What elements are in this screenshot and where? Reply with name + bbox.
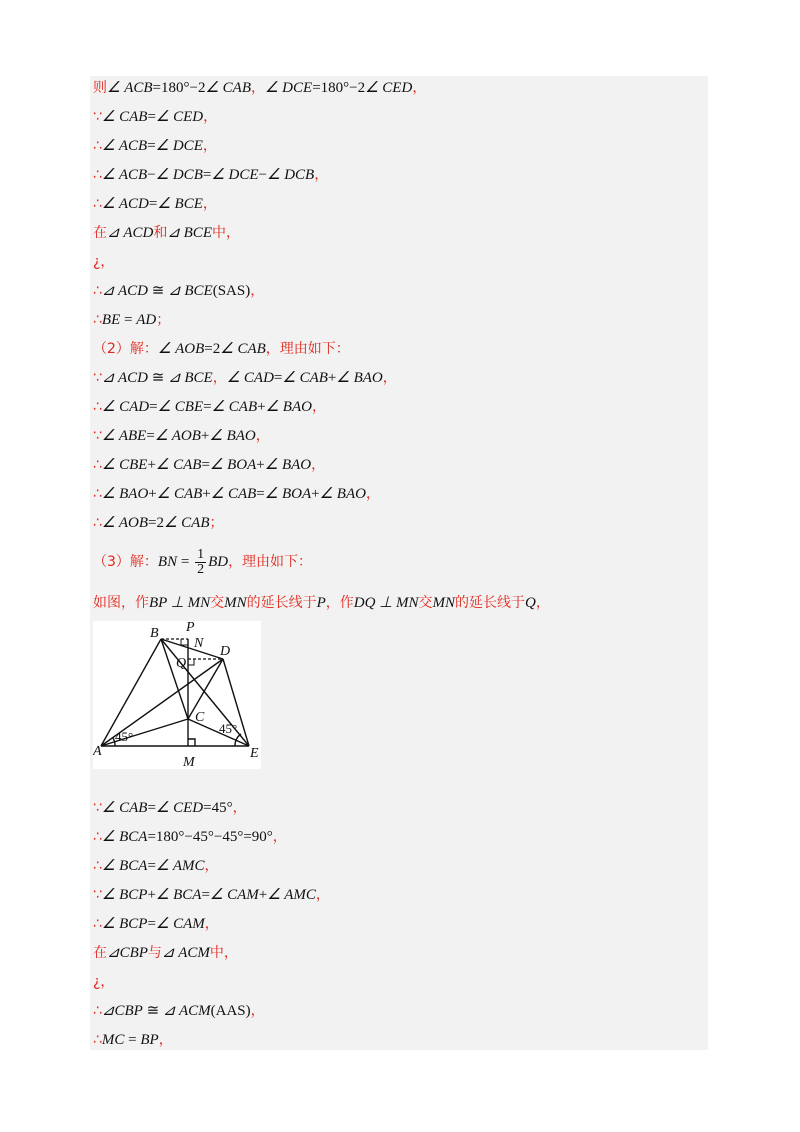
text: ∵	[93, 370, 102, 386]
math: =	[202, 167, 212, 183]
proof-line	[93, 970, 114, 994]
math: BE	[101, 312, 121, 328]
text: ，作	[325, 595, 354, 611]
segment-BD	[161, 639, 223, 659]
math: AD	[136, 312, 157, 328]
math: ∠ DCB	[155, 167, 203, 183]
math: ∠ DCE	[155, 138, 203, 154]
proof-line	[93, 542, 312, 582]
text: 在	[93, 225, 107, 241]
math: ∠ ACB	[101, 167, 148, 183]
math: =180°−45°−45°=90°	[147, 829, 273, 845]
math: ∠ BAO	[101, 486, 149, 502]
math: MN	[224, 595, 247, 611]
label-D: D	[220, 644, 231, 659]
math: ∠ ACB	[101, 138, 148, 154]
right-angle-P	[181, 639, 188, 645]
text: ，	[535, 595, 550, 611]
proof-line	[93, 105, 217, 129]
text: ，	[250, 1003, 265, 1019]
fraction-denominator: 2	[197, 562, 205, 578]
math: =	[147, 858, 156, 874]
math: +	[256, 457, 265, 473]
math: ∠ DCE	[211, 167, 259, 183]
text: ∴	[93, 916, 102, 932]
math: ∠ ACB	[107, 80, 153, 96]
math: ≅	[142, 1003, 163, 1019]
math: ∠ CAB	[220, 341, 266, 357]
text: ，	[311, 457, 326, 473]
math: (SAS)	[212, 283, 251, 299]
math: ≅	[147, 283, 169, 299]
label-P: P	[186, 621, 195, 635]
math: ∠ BAO	[264, 457, 312, 473]
math: ⊿ BCE	[167, 225, 212, 241]
proof-line	[93, 854, 219, 878]
text: ，	[203, 109, 218, 125]
math: ∠ ABE	[101, 428, 147, 444]
math: =	[147, 138, 156, 154]
text: ¿，	[93, 974, 115, 990]
math: ∠ CAB	[205, 80, 251, 96]
text: ∵	[93, 109, 102, 125]
math: MN	[432, 595, 456, 611]
text: ∴	[93, 138, 102, 154]
math: ∠ BAO	[336, 370, 383, 386]
geometry-diagram	[93, 621, 261, 769]
math: ⊿ ACD	[107, 225, 154, 241]
text: （2）解：	[93, 341, 158, 357]
proof-line	[93, 424, 270, 448]
label-C: C	[195, 710, 205, 725]
geometry-figure	[93, 621, 261, 769]
math: =	[146, 428, 155, 444]
text: ，	[311, 399, 326, 415]
math: ∠ DCB	[267, 167, 315, 183]
math: ∠ CAB	[156, 486, 203, 502]
math: ∠ BOA	[264, 486, 312, 502]
math: BP	[140, 1032, 159, 1048]
math: +	[257, 399, 266, 415]
text: 的延长线于	[246, 595, 317, 611]
label-E: E	[250, 746, 259, 761]
proof-line	[93, 76, 426, 100]
math: ⊿ BCE	[168, 370, 213, 386]
math: =	[203, 399, 212, 415]
label-angle-45-left: 45°	[115, 729, 134, 744]
math: +	[147, 887, 156, 903]
math: ∠ BOA	[209, 457, 257, 473]
text: ¿，	[93, 254, 115, 270]
math: =	[124, 1032, 141, 1048]
proof-line	[93, 941, 238, 965]
proof-line	[93, 279, 264, 303]
text: ∴	[93, 858, 102, 874]
math: +	[258, 887, 268, 903]
math: +	[148, 486, 157, 502]
math: ∠ CAB	[282, 370, 328, 386]
text: 中，	[209, 945, 238, 961]
math: =2	[148, 515, 164, 531]
math: ∠ CBE	[101, 457, 148, 473]
math: ∠ BCA	[101, 829, 148, 845]
math: =	[149, 399, 158, 415]
text: ∴	[93, 196, 102, 212]
proof-line	[93, 1028, 173, 1052]
text: ∴	[93, 167, 102, 183]
text: ，理由如下：	[228, 554, 313, 570]
math: ∠ AMC	[267, 887, 316, 903]
text: 交	[418, 595, 433, 611]
segment-BC	[161, 639, 188, 719]
math: ∠ CAB	[155, 457, 202, 473]
math: =	[256, 486, 265, 502]
proof-line	[93, 591, 550, 615]
proof-line	[93, 366, 397, 390]
text: ∴	[93, 829, 102, 845]
label-B: B	[150, 626, 159, 641]
math: =	[147, 800, 156, 816]
label-Q: Q	[176, 656, 187, 671]
proof-line	[93, 825, 287, 849]
text: （3）解：	[93, 554, 158, 570]
math: ∠ CAM	[209, 887, 259, 903]
text: ，	[204, 916, 219, 932]
math: +	[202, 486, 211, 502]
math: DQ ⊥ MN	[353, 595, 419, 611]
math: ∠ CAB	[163, 515, 210, 531]
math: ∠ CAB	[101, 800, 148, 816]
text: ∵	[93, 428, 102, 444]
text: ∴	[93, 283, 102, 299]
proof-line	[93, 134, 217, 158]
math: −	[258, 167, 267, 183]
proof-line	[93, 163, 328, 187]
text: ，	[204, 858, 219, 874]
proof-line	[93, 453, 325, 477]
proof-line	[93, 395, 326, 419]
text: 和	[153, 225, 168, 241]
text: ∴	[93, 312, 102, 328]
math: ∠ CAM	[155, 916, 205, 932]
math: =	[120, 312, 137, 328]
text: 在	[93, 945, 107, 961]
segment-CD	[188, 659, 223, 719]
text: ；	[156, 312, 171, 328]
math: BD	[208, 554, 229, 570]
math: ⊿ ACM	[161, 945, 210, 961]
math: ∠ BAO	[319, 486, 366, 502]
math: +	[311, 486, 320, 502]
text: ，	[212, 370, 227, 386]
text: ∴	[93, 1032, 102, 1048]
math: ⊿CBP	[101, 1003, 143, 1019]
math: ∠ BCA	[155, 887, 202, 903]
math: Q	[525, 595, 536, 611]
math: ⊿ ACM	[162, 1003, 211, 1019]
proof-line	[93, 250, 114, 274]
math: ∠ BCP	[101, 887, 148, 903]
text: ，	[272, 829, 287, 845]
math: =	[273, 370, 283, 386]
proof-line	[93, 337, 350, 361]
math: ∠ CAD	[101, 399, 150, 415]
text: ∴	[93, 457, 102, 473]
text: ；	[209, 515, 224, 531]
text: ，	[255, 428, 270, 444]
proof-line	[93, 796, 247, 820]
text: ∴	[93, 399, 102, 415]
math: ∠ CAB	[210, 486, 257, 502]
math: ⊿CBP	[107, 945, 148, 961]
text: ∵	[93, 800, 102, 816]
math: BN	[157, 554, 178, 570]
text: ∴	[93, 515, 102, 531]
right-angle-M	[188, 739, 195, 746]
fraction	[195, 548, 206, 577]
proof-line	[93, 221, 240, 245]
math: ∠ BAO	[265, 399, 312, 415]
text: 则	[93, 80, 107, 96]
text: ，理由如下：	[265, 341, 350, 357]
math: ∠ AOB	[154, 428, 201, 444]
text: ，	[412, 80, 427, 96]
math: (AAS)	[210, 1003, 251, 1019]
math: ⊿ ACD	[101, 283, 148, 299]
math: ∠ BCE	[157, 196, 203, 212]
text: ，	[158, 1032, 173, 1048]
math: P	[316, 595, 326, 611]
text: 如图，作	[93, 595, 149, 611]
text: 的延长线于	[455, 595, 526, 611]
right-angle-Q	[188, 659, 194, 665]
proof-line	[93, 192, 217, 216]
math: =	[148, 196, 158, 212]
fraction-numerator: 1	[197, 547, 205, 563]
math: ∠ CAB	[211, 399, 258, 415]
label-N: N	[194, 636, 204, 651]
math: +	[327, 370, 337, 386]
text: ∴	[93, 486, 102, 502]
label-angle-45-right: 45°	[219, 721, 238, 736]
proof-line	[93, 912, 219, 936]
text: ，	[250, 80, 265, 96]
label-M: M	[183, 755, 195, 769]
text: ∴	[93, 1003, 102, 1019]
text: ，	[202, 138, 217, 154]
proof-line	[93, 482, 380, 506]
math: =	[201, 887, 210, 903]
math: ⊿ ACD	[101, 370, 148, 386]
text: ，	[314, 167, 329, 183]
math: BP ⊥ MN	[149, 595, 211, 611]
math: =180°−2	[152, 80, 206, 96]
text: ，	[250, 283, 265, 299]
math: ∠ AOB	[101, 515, 149, 531]
text: ∵	[93, 887, 102, 903]
text: ，	[365, 486, 380, 502]
math: ∠ CAB	[101, 109, 148, 125]
math: ⊿ BCE	[168, 283, 213, 299]
math: ∠ DCE	[264, 80, 313, 96]
math: ≅	[147, 370, 169, 386]
proof-line	[93, 308, 170, 332]
text: 与	[147, 945, 162, 961]
math: ∠ ACD	[101, 196, 149, 212]
math: MC	[101, 1032, 125, 1048]
math: =45°	[203, 800, 233, 816]
math: ∠ CED	[155, 109, 204, 125]
label-A: A	[93, 744, 102, 759]
math: ∠ BAO	[209, 428, 256, 444]
math: −	[147, 167, 156, 183]
math: ∠ CED	[155, 800, 204, 816]
math: ∠ AMC	[155, 858, 205, 874]
proof-line	[93, 883, 330, 907]
math: =	[147, 109, 156, 125]
text: ，	[202, 196, 217, 212]
math: =2	[204, 341, 221, 357]
math: =180°−2	[312, 80, 366, 96]
math: =	[177, 554, 194, 570]
math: ∠ AOB	[157, 341, 205, 357]
text: ，	[382, 370, 397, 386]
text: ，	[232, 800, 247, 816]
math: ∠ CAD	[226, 370, 274, 386]
text: 交	[210, 595, 225, 611]
math: ∠ CED	[365, 80, 413, 96]
math: ∠ CBE	[157, 399, 204, 415]
math: =	[201, 457, 210, 473]
math: +	[200, 428, 210, 444]
text: 中，	[211, 225, 240, 241]
proof-line	[93, 511, 224, 535]
math: +	[147, 457, 156, 473]
math: ∠ BCP	[101, 916, 148, 932]
math: =	[147, 916, 156, 932]
proof-line	[93, 999, 265, 1023]
text: ，	[315, 887, 330, 903]
math: ∠ BCA	[101, 858, 148, 874]
